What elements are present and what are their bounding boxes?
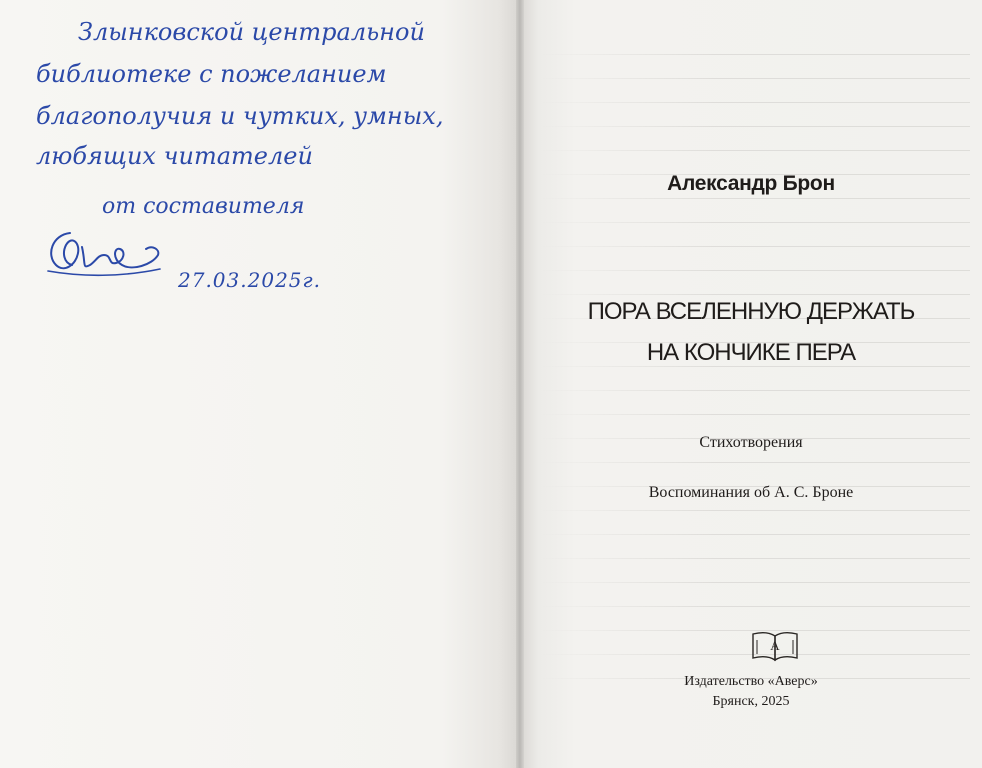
inscription-line-2: библиотеке с пожеланием <box>36 60 387 88</box>
svg-text:А: А <box>770 638 780 653</box>
memoirs-label: Воспоминания об А. С. Броне <box>648 484 854 501</box>
book-gutter <box>516 0 524 768</box>
genre-label: Стихотворения <box>699 434 803 451</box>
inscription-line-3: благополучия и чутких, умных, <box>36 102 444 130</box>
book-title-line-1: ПОРА ВСЕЛЕННУЮ ДЕРЖАТЬ <box>587 298 915 325</box>
publisher-name: Издательство «Аверс» <box>684 674 818 689</box>
inscription-line-5: от составителя <box>102 194 305 219</box>
author-name: Александр Брон <box>667 172 835 195</box>
city-year: Брянск, 2025 <box>712 694 790 709</box>
signature <box>42 225 164 281</box>
inscription-date: 27.03.2025г. <box>178 268 321 292</box>
inscription-line-4: любящих читателей <box>36 142 313 170</box>
inscription-line-1: Злынковской центральной <box>78 18 425 46</box>
book-title-line-2: НА КОНЧИКЕ ПЕРА <box>646 339 856 366</box>
publisher-logo-icon <box>749 628 801 664</box>
